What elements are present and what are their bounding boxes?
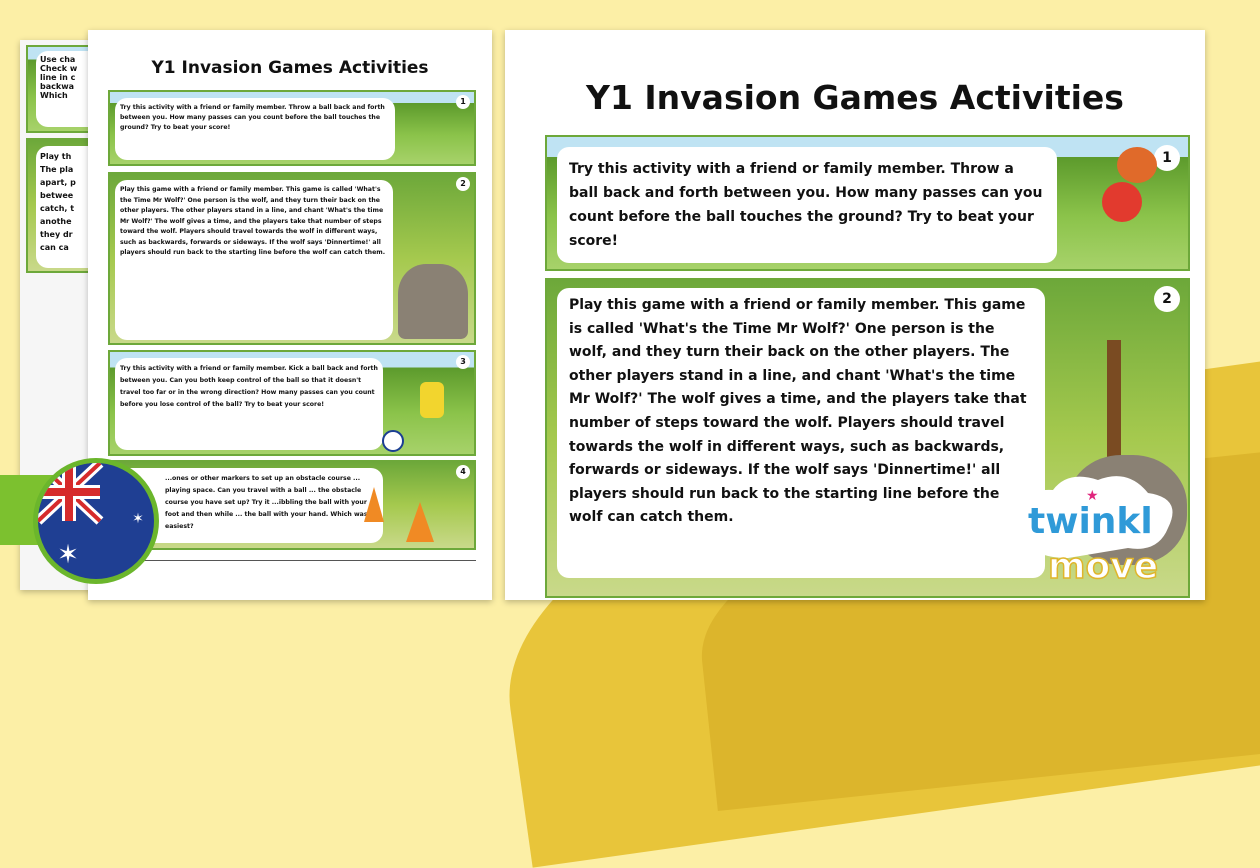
back-panel-text: Play th The pla apart, p betwee catch, t anothe they dr can ca (36, 146, 106, 268)
activity-text: Try this activity with a friend or family member. Kick a ball back and forth between you. Can you both keep control of the ball so that it doesn't travel too far or in the wrong direction? How many passes can you count before you lose control of the ball? Try to beat your score! (115, 358, 383, 450)
twinkl-move-logo (1008, 468, 1183, 588)
cone-icon (406, 502, 434, 542)
activity-panel-4 (108, 460, 476, 550)
activity-panel-2 (108, 172, 476, 345)
svg-text:✶: ✶ (132, 511, 144, 527)
wolf-illustration (398, 264, 468, 339)
activity-panel-1 (108, 90, 476, 166)
back-panel-text: Use cha Check w line in c backwa Which (36, 51, 106, 127)
activity-number: 2 (456, 177, 470, 191)
australia-flag-icon (38, 463, 154, 579)
activity-panel-1 (545, 135, 1190, 271)
page-title: Y1 Invasion Games Activities (586, 78, 1124, 117)
activity-text: ...ones or other markers to set up an obstacle course ... playing space. Can you travel with a ball ... the obstacle course you have set up? Try it ...ibbling the ball with your foot and then while ... the ball with your hand. Which was easiest? (115, 468, 383, 543)
move-wordmark: move (1048, 546, 1159, 587)
footer-divider (108, 560, 476, 561)
page-title: Y1 Invasion Games Activities (151, 58, 429, 78)
activity-number: 2 (1154, 286, 1180, 312)
tree-trunk (1107, 340, 1121, 460)
activity-text: Play this game with a friend or family member. This game is called 'What's the Time Mr Wolf?' One person is the wolf, and they turn their back on the other players. The other players stand in a line, and chant 'What's the time Mr Wolf?' The wolf gives a time, and the players take that number of steps toward the wolf. Players should travel towards the wolf in different ways, such as backwards, forwards or sideways. If the wolf says 'Dinnertime!' all players should run back to the starting line before the wolf can catch them. (557, 288, 1045, 578)
football-icon (382, 430, 404, 452)
activity-number: 4 (456, 465, 470, 479)
activity-number: 1 (1154, 145, 1180, 171)
activity-panel-3 (108, 350, 476, 456)
activity-text: Play this game with a friend or family member. This game is called 'What's the Time Mr Wolf?' One person is the wolf, and they turn their back on the other players. The other players stand in a line, and chant 'What's the time Mr Wolf?' The wolf gives a time, and the players take that number of steps toward the wolf. Players should travel towards the wolf in different ways, such as backwards, forwards or sideways. If the wolf says 'Dinnertime!' all players should run back to the starting line before the wolf can catch them. (115, 180, 393, 340)
activity-text: Try this activity with a friend or family member. Throw a ball back and forth between you. How many passes can you count before the ball touches the ground? Try to beat your score! (115, 98, 395, 160)
red-ball-icon (1102, 182, 1142, 222)
activity-text: Try this activity with a friend or family member. Throw a ball back and forth between you. How many passes can you count before the ball touches the ground? Try to beat your score! (557, 147, 1057, 263)
activity-number: 3 (456, 355, 470, 369)
svg-text:✶: ✶ (57, 540, 79, 570)
svg-text:★: ★ (1086, 488, 1099, 504)
twinkl-wordmark: twinkl (1028, 501, 1153, 542)
australian-flag-badge (33, 458, 159, 584)
activity-number: 1 (456, 95, 470, 109)
child-kicking-illustration (420, 382, 444, 418)
cone-icon (364, 487, 384, 522)
child-illustration (1117, 147, 1157, 183)
